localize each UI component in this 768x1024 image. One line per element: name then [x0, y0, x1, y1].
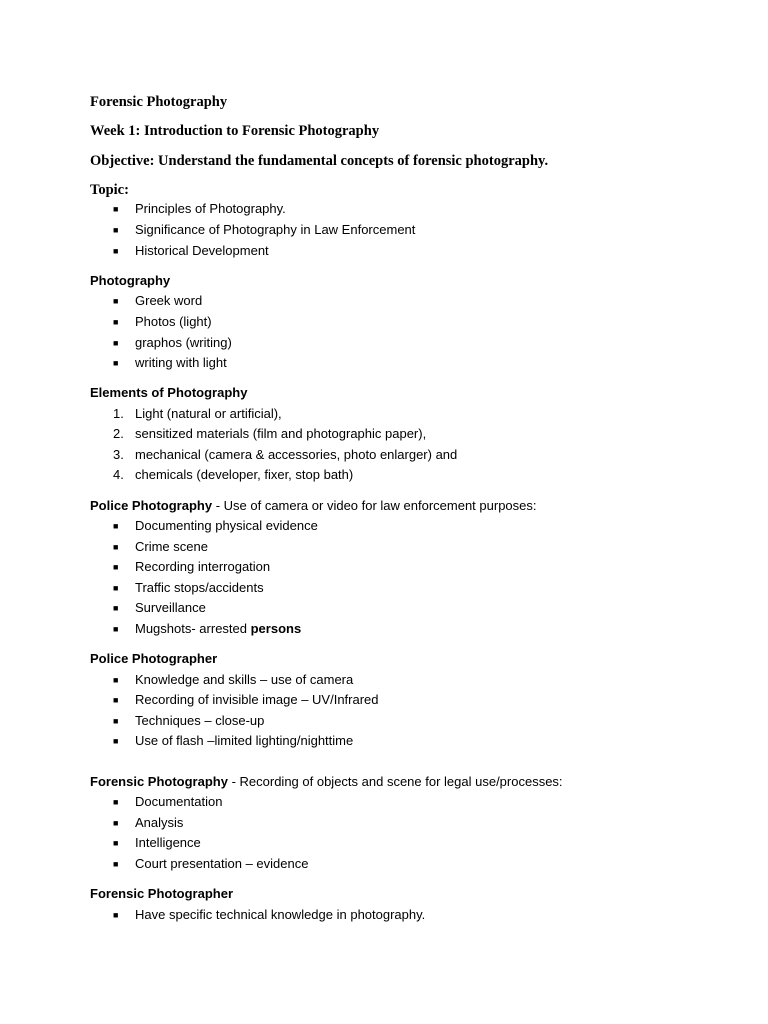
list-item: 1. Light (natural or artificial),: [113, 406, 282, 421]
square-bullet-icon: ■: [113, 246, 119, 256]
list-item: ■ Knowledge and skills – use of camera: [113, 672, 354, 687]
square-bullet-icon: ■: [113, 859, 119, 869]
list-item: ■ writing with light: [113, 355, 227, 370]
elements-heading: Elements of Photography: [90, 385, 248, 400]
list-item: ■ Documentation: [113, 794, 223, 809]
list-item: ■ graphos (writing): [113, 335, 232, 350]
list-item: ■ Mugshots- arrested persons: [113, 621, 302, 636]
objective-line: Objective: Understand the fundamental concepts of forensic photography.: [90, 153, 549, 169]
square-bullet-icon: ■: [113, 818, 119, 828]
square-bullet-icon: ■: [113, 716, 119, 726]
square-bullet-icon: ■: [113, 521, 119, 531]
police-photography-description: - Use of camera or video for law enforcement purposes:: [212, 498, 537, 513]
forensic-photographer-heading: Forensic Photographer: [90, 886, 234, 901]
list-item: ■ Traffic stops/accidents: [113, 580, 264, 595]
list-item: ■ Recording interrogation: [113, 559, 271, 574]
square-bullet-icon: ■: [113, 675, 119, 685]
document-title: Forensic Photography: [90, 94, 228, 110]
square-bullet-icon: ■: [113, 736, 119, 746]
list-item: 3. mechanical (camera & accessories, photo enlarger) and: [113, 447, 458, 462]
list-item: ■ Principles of Photography.: [113, 201, 286, 216]
square-bullet-icon: ■: [113, 562, 119, 572]
police-photography-heading: Police Photography: [90, 498, 213, 513]
square-bullet-icon: ■: [113, 542, 119, 552]
list-item: ■ Intelligence: [113, 835, 201, 850]
square-bullet-icon: ■: [113, 225, 119, 235]
list-item: ■ Analysis: [113, 815, 184, 830]
topic-heading: Topic:: [90, 182, 129, 198]
square-bullet-icon: ■: [113, 695, 119, 705]
list-item: ■ Greek word: [113, 293, 203, 308]
square-bullet-icon: ■: [113, 204, 119, 214]
forensic-photography-description: - Recording of objects and scene for legal use/processes:: [227, 774, 563, 789]
list-item: ■ Surveillance: [113, 600, 206, 615]
list-item: ■ Court presentation – evidence: [113, 856, 309, 871]
square-bullet-icon: ■: [113, 624, 119, 634]
square-bullet-icon: ■: [113, 838, 119, 848]
list-item: ■ Have specific technical knowledge in photography.: [113, 907, 426, 922]
list-item: ■ Recording of invisible image – UV/Infrared: [113, 692, 379, 707]
square-bullet-icon: ■: [113, 910, 119, 920]
list-item: ■ Crime scene: [113, 539, 208, 554]
police-photographer-heading: Police Photographer: [90, 651, 218, 666]
square-bullet-icon: ■: [113, 296, 119, 306]
list-item: 4. chemicals (developer, fixer, stop bath): [113, 467, 354, 482]
square-bullet-icon: ■: [113, 797, 119, 807]
square-bullet-icon: ■: [113, 358, 119, 368]
list-item: ■ Photos (light): [113, 314, 212, 329]
list-item: ■ Use of flash –limited lighting/nighttime: [113, 733, 354, 748]
list-item: ■ Techniques – close-up: [113, 713, 265, 728]
police-photography-line: [90, 498, 537, 513]
forensic-photography-heading: Forensic Photography: [90, 774, 228, 789]
list-item: ■ Documenting physical evidence: [113, 518, 318, 533]
forensic-photography-line: [90, 774, 563, 789]
square-bullet-icon: ■: [113, 317, 119, 327]
square-bullet-icon: ■: [113, 338, 119, 348]
list-item: ■ Historical Development: [113, 243, 269, 258]
list-item: 2. sensitized materials (film and photographic paper),: [113, 426, 427, 441]
photography-heading: Photography: [90, 273, 171, 288]
square-bullet-icon: ■: [113, 603, 119, 613]
list-item: ■ Significance of Photography in Law Enforcement: [113, 222, 416, 237]
square-bullet-icon: ■: [113, 583, 119, 593]
week-heading: Week 1: Introduction to Forensic Photography: [90, 123, 380, 139]
